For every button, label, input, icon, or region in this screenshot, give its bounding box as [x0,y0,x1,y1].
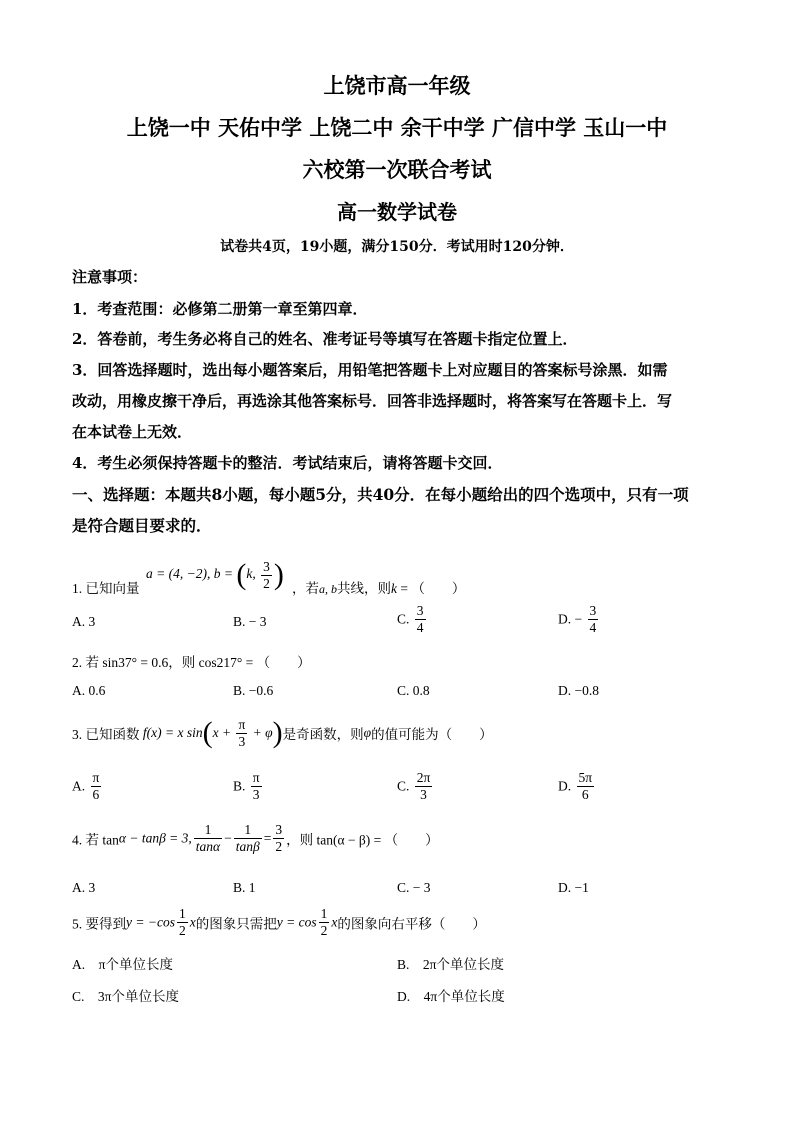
section-heading-line2: 是符合题目要求的． [72,516,212,535]
q4-frac-2-num: 1 [234,822,262,839]
q3-option-a-frac [91,770,102,803]
q3-option-d-label: D. [558,778,572,794]
q1-option-d-num: 3 [589,603,597,618]
q1-vector-a: a = (4, −2), [146,566,214,582]
q5-frac-1-num: 1 [178,906,186,921]
q4-minus: − [224,830,232,846]
q1-end: = （ ） [397,581,466,596]
q4-frac-3-den: 2 [275,839,283,854]
q3-option-c-den: 3 [420,787,427,802]
q4-frac-2-den: tanβ [235,839,260,854]
q3-option-d-frac [577,770,595,803]
q3-option-c-frac [415,770,433,803]
q3-option-b-num: π [252,770,260,785]
q3-option-c-label: C. [397,778,410,794]
q4-frac-2 [234,822,262,855]
q4-option-d: D. −1 [558,880,589,895]
q5-mid: 的图象只需把 [195,916,277,932]
q3-option-c-num: 2π [416,770,431,785]
q3-option-b-den: 3 [252,787,260,802]
q4-frac-3 [273,822,284,855]
q5-stem [72,906,486,939]
q3-option-a-label: A. [72,778,86,794]
q3-pi: π [238,716,246,732]
header-schools: 上饶一中 天佑中学 上饶二中 余干中学 广信中学 玉山一中 [126,115,668,140]
note-4: 4．考生必须保持答题卡的整洁．考试结束后，请将答题卡交回． [72,454,503,472]
note-3-line1: 3．回答选择题时，选出每小题答案后，用铅笔把答题卡上对应题目的答案标号涂黑．如需 [72,361,668,379]
q3-option-b [233,770,264,803]
q3-stem [72,716,493,750]
q1-b-frac-num: 3 [263,558,270,574]
q1-option-b: B. − 3 [233,614,267,629]
q3-open-paren: ( [202,716,213,749]
q5-x-1: x [189,914,196,930]
header-exam-name: 六校第一次联合考试 [302,157,492,182]
note-2: 2．答卷前，考生务必将自己的姓名、准考证号等填写在答题卡指定位置上． [72,330,578,348]
q4-frac-3-num: 3 [275,822,283,837]
q1-option-c-num: 3 [416,603,424,618]
q3-option-d [558,770,596,803]
q3-option-d-num: 5π [578,770,593,785]
q5-y1: y = −cos [126,914,175,930]
header-paper-title: 高一数学试卷 [337,200,457,224]
q1-option-c [397,603,428,636]
q4-option-c: C. − 3 [397,880,431,895]
q4-stem [72,822,439,855]
note-3-line3: 在本试卷上无效． [72,423,193,441]
q3-prefix: 3. 已知函数 [72,727,143,742]
q1-option-d [558,603,600,636]
q4-eq: = [263,830,272,846]
q2-stem: 2. 若 sin37° = 0.6，则 cos217° = （ ） [72,655,311,670]
q3-option-a-den: 6 [92,787,100,802]
q1-vector-expr [146,558,284,592]
q4-frac-1-num: 1 [194,822,222,839]
q1-b-open-paren: ( [236,558,247,591]
q5-frac-2 [319,906,330,939]
q1-ab: a, b [319,582,337,596]
q3-phi-2: φ [363,725,372,740]
q5-option-d: D. 4π个单位长度 [397,989,505,1004]
q3-option-b-frac [251,770,262,803]
q5-y2: y = cos [276,914,317,930]
q1-vector-b: b = [213,566,237,582]
q2-option-a: A. 0.6 [72,683,106,698]
q5-frac-1-den: 2 [178,923,186,938]
q2-option-d: D. −0.8 [558,683,599,698]
q1-option-c-frac [415,603,426,636]
q1-k: k [391,581,397,596]
note-3-line2: 改动，用橡皮擦干净后，再选涂其他答案标号．回答非选择题时，将答案写在答题卡上．写 [72,392,673,410]
q3-func: f(x) = x sin [142,725,203,740]
header-city-grade: 上饶市高一年级 [323,73,471,98]
q1-b-k: k, [246,566,260,582]
q4-expr1: α − tanβ = 3, [118,830,192,846]
q3-end: 的值可能为（ ） [371,727,493,742]
q1-mid: ，若 [292,581,319,596]
q5-option-c: C. 3π个单位长度 [72,989,179,1004]
q3-option-d-den: 6 [581,787,589,802]
q3-close-paren: ) [272,716,283,749]
q1-b-fraction [261,559,272,592]
q4-prefix: 4. 若 tan [72,832,119,848]
q4-option-a: A. 3 [72,880,96,895]
q2-option-b: B. −0.6 [233,683,274,698]
q1-option-d-label: D. − [558,611,583,627]
q1-option-d-frac [588,603,599,636]
notes-heading: 注意事项： [72,268,148,286]
q3-option-a-num: π [92,770,100,785]
q1-option-c-label: C. [397,611,410,627]
q4-frac-1 [194,822,222,855]
q5-frac-2-den: 2 [320,923,328,938]
header-exam-info: 试卷共4页，19小题，满分150分．考试用时120分钟． [220,239,574,255]
q3-inner-x: x + [212,725,235,740]
q1-condition [292,577,465,597]
q3-three: 3 [238,733,246,749]
q1-option-d-den: 4 [589,620,597,635]
note-1: 1．考查范围：必修第二册第一章至第四章． [72,300,368,318]
q5-frac-2-num: 1 [320,906,328,921]
q1-b-close-paren: ) [273,558,284,591]
q3-option-b-label: B. [233,778,246,794]
q3-option-c [397,770,434,803]
q1-prefix: 1. 已知向量 [72,581,140,596]
q4-option-b: B. 1 [233,880,256,895]
q4-frac-1-den: tanα [195,839,221,854]
q5-prefix: 5. 要得到 [72,916,126,932]
q3-pi-over-3 [236,717,247,750]
q3-phi: + φ [249,725,273,740]
q1-option-c-den: 4 [416,620,424,635]
q5-tail: 的图象向右平移（ ） [337,916,486,932]
q5-option-b: B. 2π个单位长度 [397,957,504,972]
q3-option-a [72,770,103,803]
q3-tail: 是奇函数，则 [282,727,364,742]
section-heading-line1: 一、选择题：本题共8小题，每小题5分，共40分．在每小题给出的四个选项中，只有一项 [72,485,689,504]
q1-option-a: A. 3 [72,614,96,629]
q4-tail: ，则 tan(α − β) = （ ） [286,832,439,848]
q1-tail: 共线，则 [337,581,391,596]
q1-b-frac-den: 2 [263,575,270,591]
q2-option-c: C. 0.8 [397,683,430,698]
q5-option-a: A. π个单位长度 [72,957,173,972]
q5-x-2: x [331,914,338,930]
q5-frac-1 [177,906,188,939]
